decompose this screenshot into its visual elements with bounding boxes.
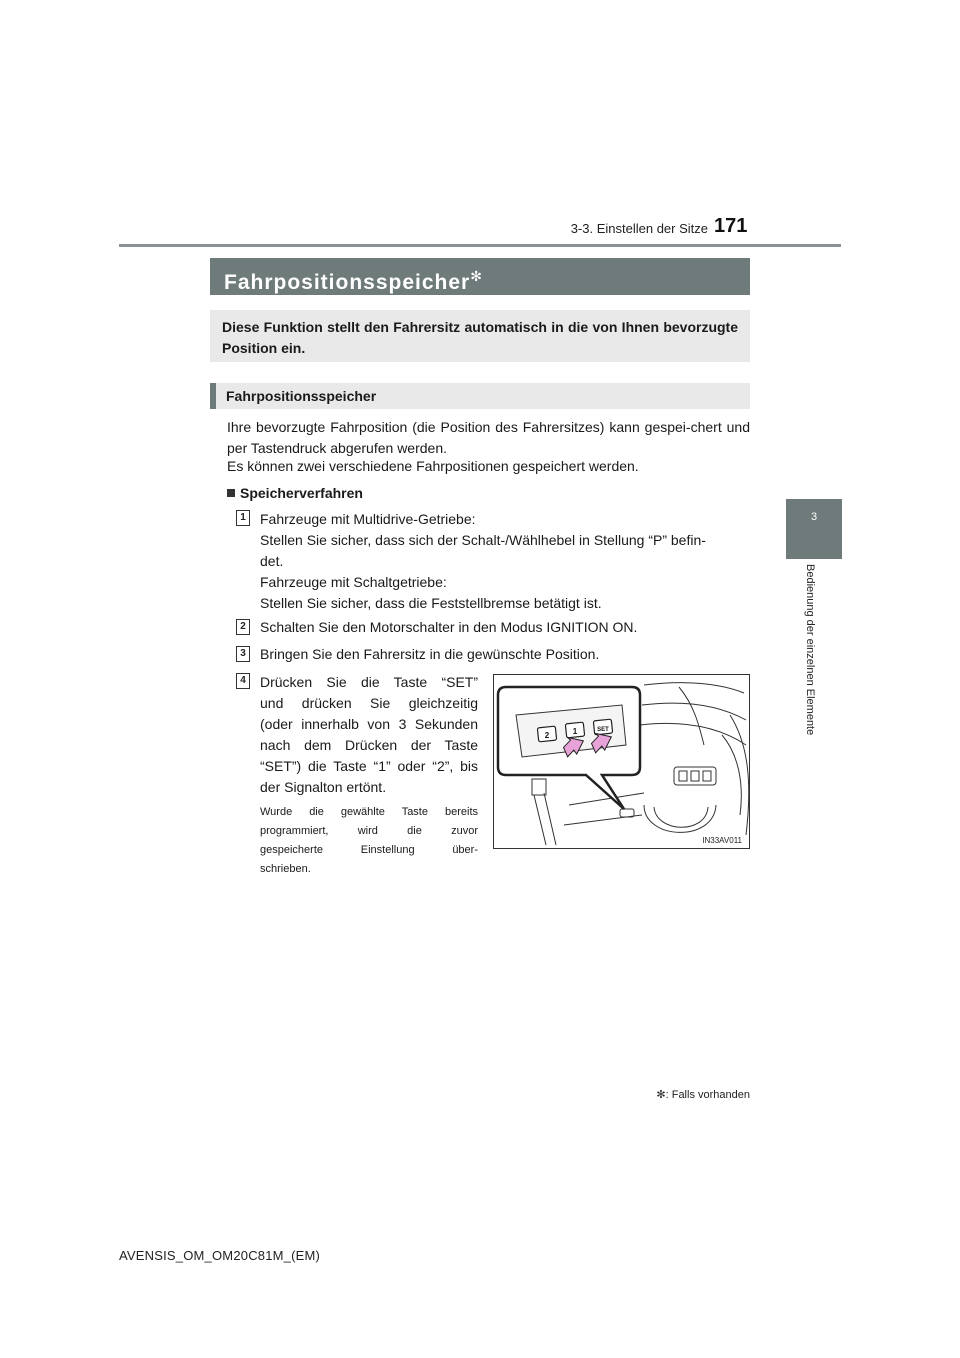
optional-equipment-star-icon: ✻	[470, 268, 483, 284]
page-number: 171	[714, 215, 748, 237]
memory-button-1-label: 1	[572, 727, 578, 736]
paragraph-2: Es können zwei verschiedene Fahrpositionen gespeichert werden.	[227, 458, 639, 474]
paragraph-1: Ihre bevorzugte Fahrposition (die Position des Fahrersitzes) kann gespei-chert und per Tastendruck abgerufen werden.	[227, 419, 750, 456]
step-4-line: nach dem Drücken der Taste	[260, 737, 478, 753]
step-4-line: Drücken Sie die Taste “SET”	[260, 674, 478, 690]
footnote-text: : Falls vorhanden	[665, 1089, 750, 1101]
step-1-line: Fahrzeuge mit Schaltgetriebe:	[260, 574, 447, 590]
step-4-line: “SET”) die Taste “1” oder “2”, bis	[260, 758, 478, 774]
door-panel-drawing	[494, 675, 749, 848]
step-4-line: und drücken Sie gleichzeitig	[260, 695, 478, 711]
step-number-1: 1	[236, 510, 250, 526]
bullet-square-icon	[227, 489, 235, 497]
chapter-tab: 3	[786, 499, 842, 559]
procedure-heading	[227, 484, 363, 502]
step-4-note-line: schrieben.	[260, 863, 311, 875]
section-title-bar	[210, 258, 750, 295]
subheading: Fahrpositionsspeicher	[210, 383, 750, 409]
step-4-note-line: gespeicherte Einstellung über-	[260, 844, 478, 856]
running-header-section: 3-3. Einstellen der Sitze	[570, 221, 708, 236]
footnote-star-icon: ✻	[656, 1089, 666, 1101]
step-4-line: (oder innerhalb von 3 Sekunden	[260, 716, 478, 732]
illustration-code: IN33AV011	[702, 836, 742, 845]
step-1-line: Fahrzeuge mit Multidrive-Getriebe:	[260, 511, 476, 527]
step-3-text: Bringen Sie den Fahrersitz in die gewünschte Position.	[260, 646, 600, 662]
step-number-3: 3	[236, 646, 250, 662]
step-2-text: Schalten Sie den Motorschalter in den Modus IGNITION ON.	[260, 619, 638, 635]
step-4-note-line: programmiert, wird die zuvor	[260, 825, 478, 837]
footnote	[560, 1088, 750, 1101]
step-1-text	[260, 509, 750, 614]
step-4-line: der Signalton ertönt.	[260, 779, 387, 795]
step-4-note	[260, 803, 478, 879]
step-number-2: 2	[236, 619, 250, 635]
step-1-line: Stellen Sie sicher, dass sich der Schalt-/Wählhebel in Stellung “P” befin-	[260, 532, 706, 548]
section-title: Fahrpositionsspeicher	[224, 271, 471, 294]
document-code-footer: AVENSIS_OM_OM20C81M_(EM)	[119, 1248, 321, 1263]
chapter-tab-label: Bedienung der einzelnen Elemente	[804, 564, 816, 736]
set-button-label: SET	[597, 727, 609, 733]
intro-box: Diese Funktion stellt den Fahrersitz automatisch in die von Ihnen bevorzugte Position ein.	[210, 310, 750, 362]
memory-button-2-label: 2	[544, 731, 550, 740]
step-number-4: 4	[236, 673, 250, 689]
step-4-note-line: Wurde die gewählte Taste bereits	[260, 806, 478, 818]
step-4-text	[260, 693, 478, 798]
step-1-line: det.	[260, 553, 284, 569]
procedure-heading-text: Speicherverfahren	[240, 485, 363, 501]
header-rule	[119, 244, 841, 247]
step-1-line: Stellen Sie sicher, dass die Feststellbremse betätigt ist.	[260, 595, 602, 611]
memory-switch-illustration	[493, 674, 750, 849]
